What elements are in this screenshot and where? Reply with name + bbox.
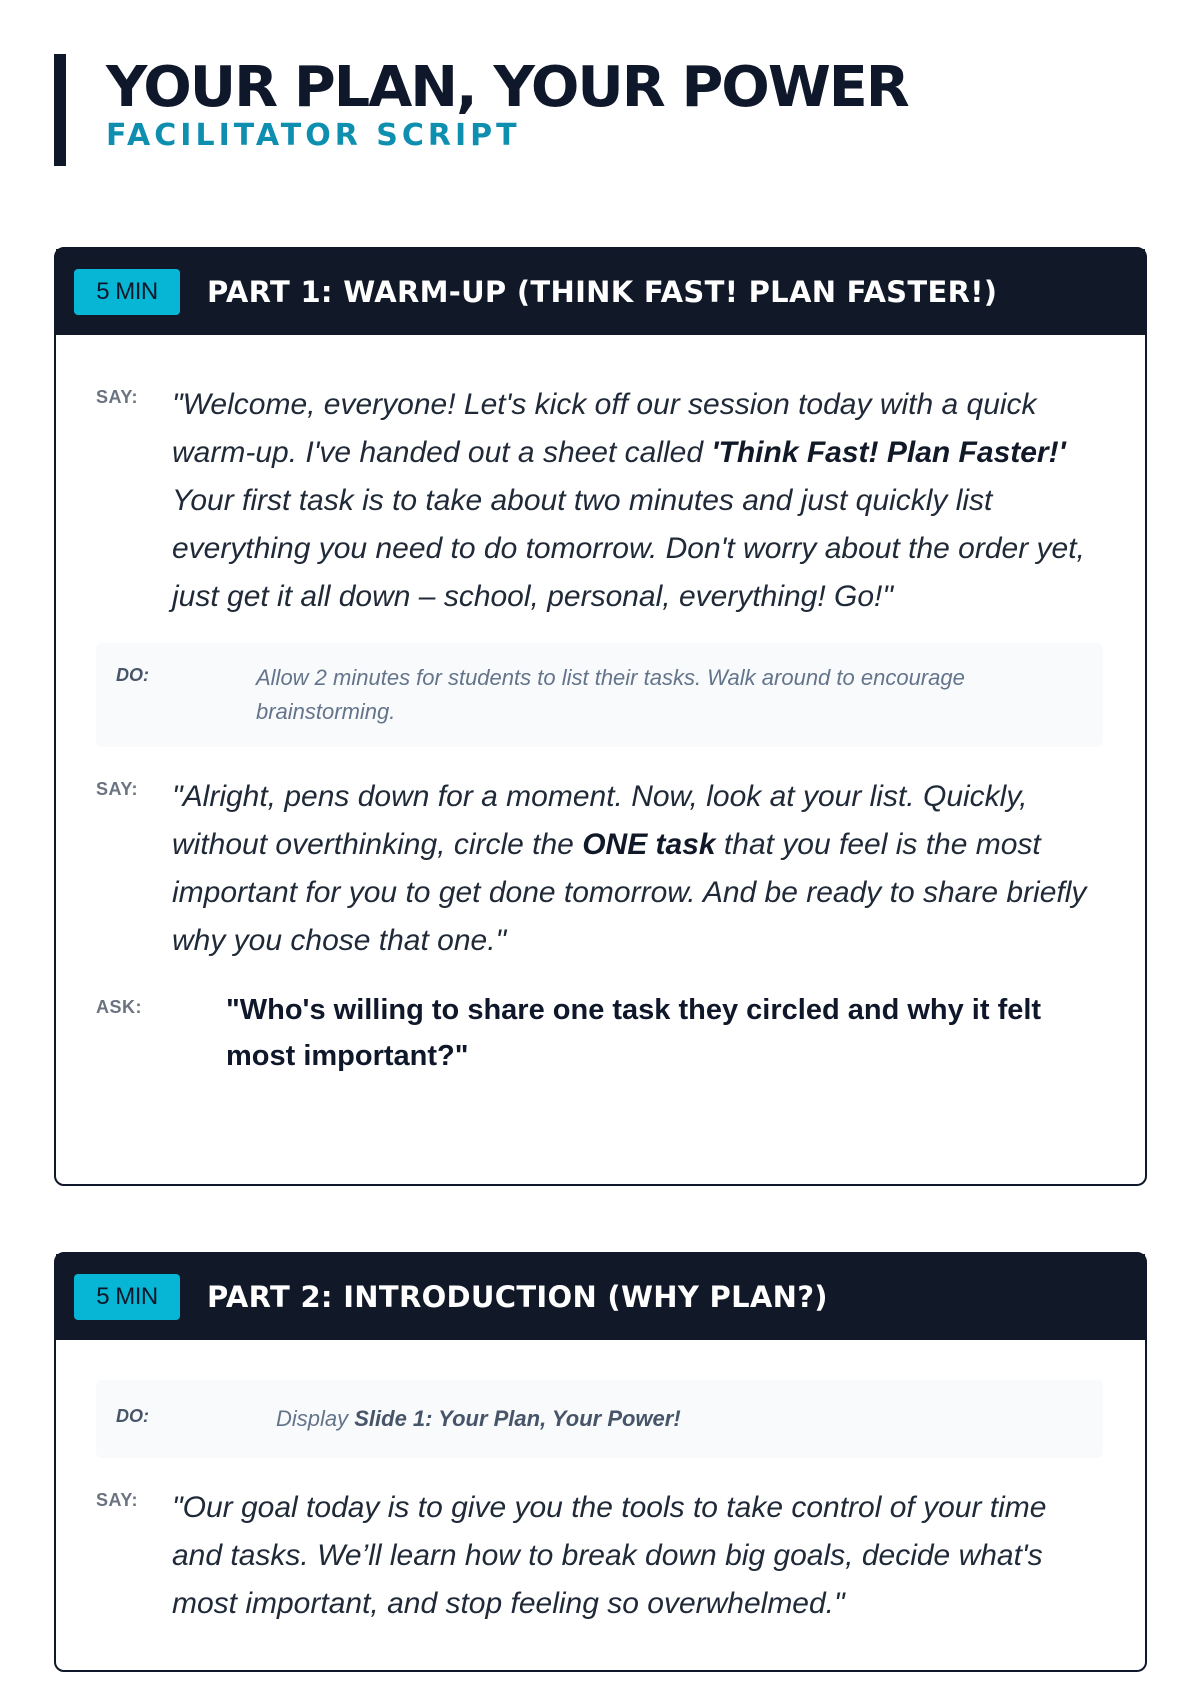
do-label: DO:	[116, 665, 149, 685]
page-header	[54, 54, 908, 166]
section-title: PART 1: WARM-UP (THINK FAST! PLAN FASTER!)	[207, 275, 998, 309]
say-block	[96, 773, 1103, 965]
say-label: SAY:	[96, 779, 139, 799]
say-text: "Welcome, everyone! Let's kick off our session today with a quick warm-up. I've handed out a sheet called 'Think Fast! Plan Faster!' Your first task is to take about two minutes and just quickly list everything you need to do tomorrow. Don't worry about the order yet, just get it all down – school, personal, everything! Go!"	[172, 388, 1085, 613]
section-card-part-2	[54, 1252, 1147, 1672]
say-text: "Our goal today is to give you the tools to take control of your time and tasks. We’ll learn how to break down big goals, decide what's most important, and stop feeling so overwhelmed."	[172, 1491, 1047, 1620]
say-block	[96, 1484, 1103, 1628]
say-label: SAY:	[96, 1490, 139, 1510]
say-block	[96, 381, 1103, 621]
do-block	[96, 1380, 1103, 1458]
ask-text: "Who's willing to share one task they circled and why it felt most important?"	[226, 994, 1042, 1072]
section-body	[56, 1340, 1145, 1690]
say-label: SAY:	[96, 387, 139, 407]
say-text: "Alright, pens down for a moment. Now, look at your list. Quickly, without overthinking, circle the ONE task that you feel is the most important for you to get done tomorrow. And be ready to share briefly why you chose that one."	[172, 780, 1087, 957]
section-header	[56, 1254, 1145, 1340]
ask-label: ASK:	[96, 997, 142, 1017]
page-title: YOUR PLAN, YOUR POWER	[106, 55, 908, 120]
ask-block	[96, 987, 1103, 1079]
section-card-part-1	[54, 247, 1147, 1186]
do-label: DO:	[116, 1406, 149, 1426]
section-header	[56, 249, 1145, 335]
duration-badge: 5 MIN	[74, 269, 180, 315]
section-title: PART 2: INTRODUCTION (WHY PLAN?)	[207, 1280, 828, 1314]
do-text: Display Slide 1: Your Plan, Your Power!	[276, 1406, 681, 1431]
do-text: Allow 2 minutes for students to list their tasks. Walk around to encourage brainstorming.	[256, 665, 965, 724]
section-body	[56, 335, 1145, 1119]
page-subtitle: FACILITATOR SCRIPT	[106, 118, 521, 153]
duration-badge: 5 MIN	[74, 1274, 180, 1320]
do-block	[96, 643, 1103, 747]
